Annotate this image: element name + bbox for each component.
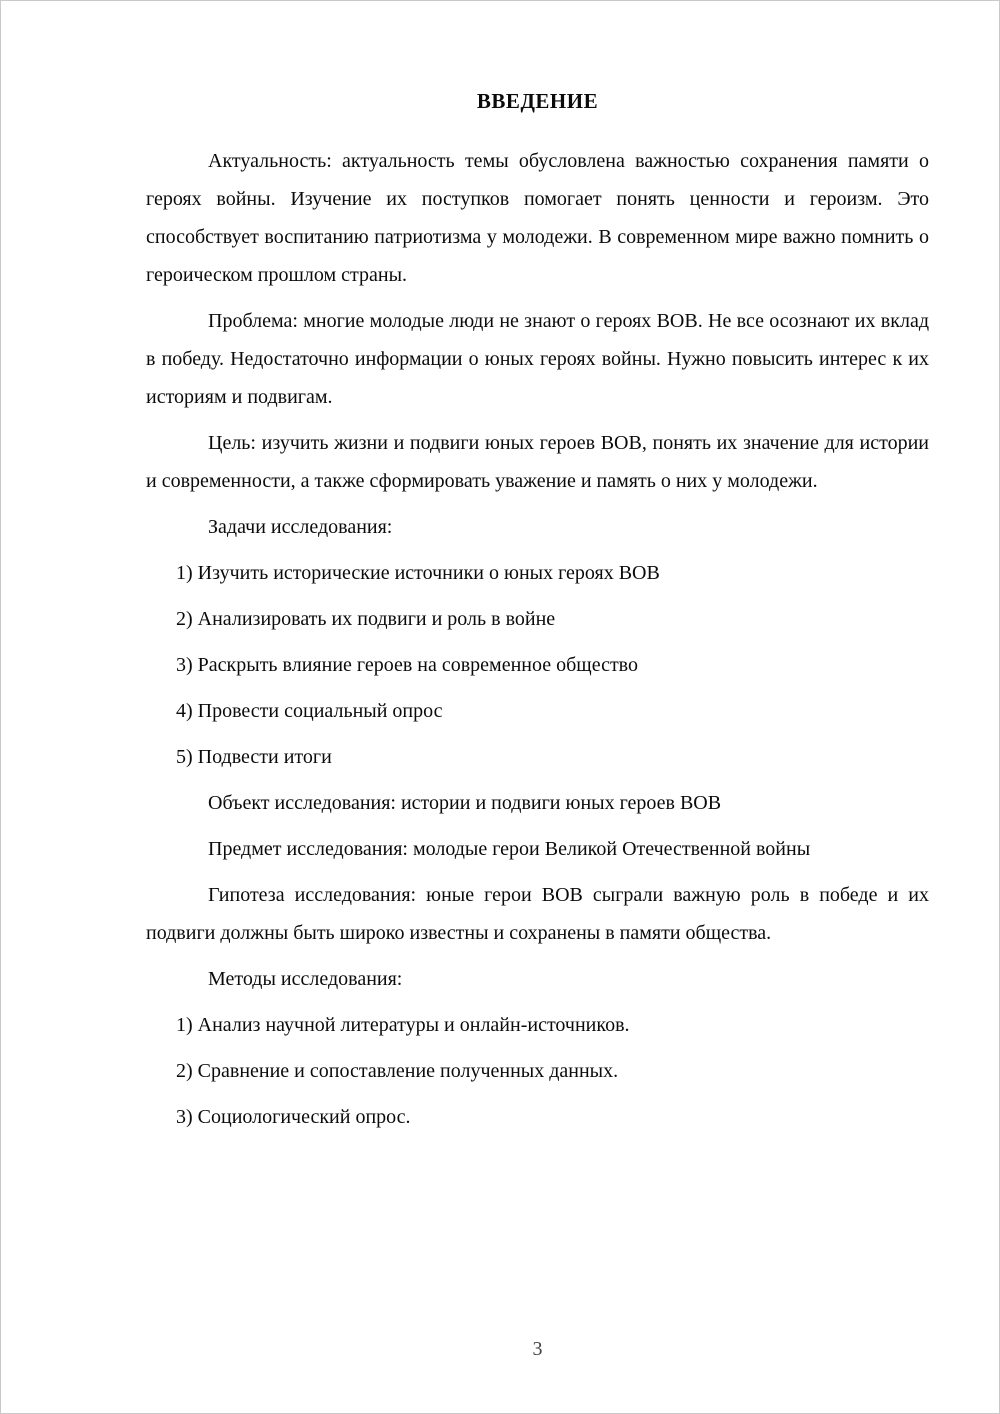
paragraph-relevance: Актуальность: актуальность темы обусловлена важностью сохранения памяти о героях войны. Изучение их поступков помогает понять ценности и героизм. Это способствует воспитанию патриотизма у молодежи. В современном мире важно помнить о героическом прошлом страны. bbox=[146, 150, 929, 286]
method-item-2: 2) Сравнение и сопоставление полученных данных. bbox=[176, 1060, 619, 1082]
paragraph-subject: Предмет исследования: молодые герои Великой Отечественной войны bbox=[208, 838, 811, 860]
document-content bbox=[1, 1, 999, 1136]
tasks-heading: Задачи исследования: bbox=[208, 516, 393, 538]
task-item-3: 3) Раскрыть влияние героев на современное общество bbox=[176, 654, 638, 676]
section-title: ВВЕДЕНИЕ bbox=[476, 89, 599, 113]
task-item-1: 1) Изучить исторические источники о юных героях ВОВ bbox=[176, 562, 660, 584]
paragraph-hypothesis: Гипотеза исследования: юные герои ВОВ сыграли важную роль в победе и их подвиги должны быть широко известны и сохранены в памяти общества. bbox=[146, 884, 929, 944]
methods-heading: Методы исследования: bbox=[208, 968, 403, 990]
task-item-2: 2) Анализировать их подвиги и роль в войне bbox=[176, 608, 556, 630]
method-item-1: 1) Анализ научной литературы и онлайн-источников. bbox=[176, 1014, 630, 1036]
task-item-5: 5) Подвести итоги bbox=[176, 746, 332, 768]
page-number: 3 bbox=[532, 1338, 543, 1360]
paragraph-problem: Проблема: многие молодые люди не знают о героях ВОВ. Не все осознают их вклад в победу. Недостаточно информации о юных героях войны. Нужно повысить интерес к их историям и подвигам. bbox=[146, 310, 929, 408]
paragraph-goal: Цель: изучить жизни и подвиги юных героев ВОВ, понять их значение для истории и современности, а также сформировать уважение и память о них у молодежи. bbox=[146, 432, 929, 492]
method-item-3: 3) Социологический опрос. bbox=[176, 1106, 411, 1128]
paragraph-object: Объект исследования: истории и подвиги юных героев ВОВ bbox=[208, 792, 722, 814]
task-item-4: 4) Провести социальный опрос bbox=[176, 700, 443, 722]
